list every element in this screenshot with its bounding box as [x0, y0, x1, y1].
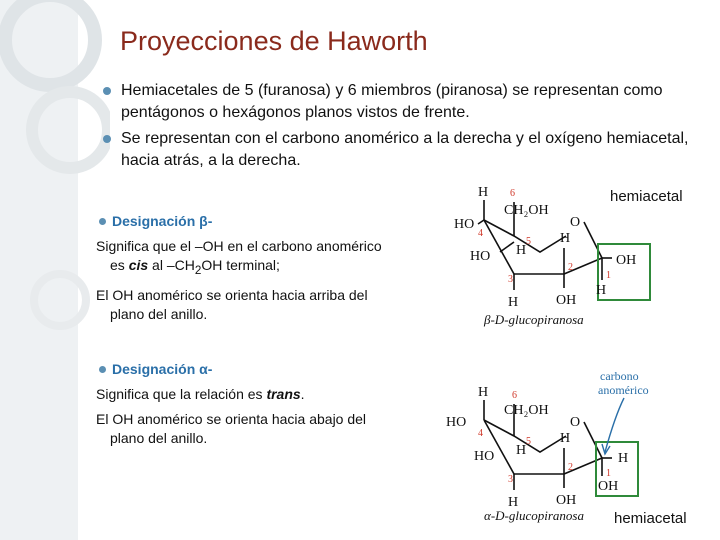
alpha-num-6: 6: [512, 390, 517, 401]
bullet-dot: [103, 135, 111, 143]
alpha-ch2oh: CH₂OH: [504, 403, 549, 418]
alpha-oh-anomeric: OH: [598, 479, 619, 494]
beta-p1-b: al –CH: [148, 257, 195, 273]
alpha-num-5: 5: [526, 436, 531, 447]
beta-symbol: β: [199, 213, 208, 229]
beta-glucopyranose-diagram: [440, 182, 660, 330]
bullet-2: [103, 128, 703, 172]
beta-p1-c: OH terminal;: [201, 257, 280, 273]
alpha-h-top: H: [478, 385, 489, 400]
alpha-num-1: 1: [606, 468, 611, 479]
alpha-p1-a: Significa que la relación es: [96, 385, 267, 402]
hemiacetal-label-top: hemiacetal: [610, 188, 683, 205]
beta-ring-o: O: [570, 215, 581, 230]
beta-heading: [96, 212, 396, 231]
beta-paragraph-1: [96, 237, 396, 280]
alpha-paragraph-2: El OH anomérico se orienta hacia abajo del plano del anillo.: [96, 410, 367, 446]
slide-title: Proyecciones de Haworth: [120, 26, 428, 56]
main-bullets: [103, 80, 703, 176]
alpha-glucopyranose-diagram: [440, 364, 660, 524]
alpha-heading: [96, 360, 396, 379]
beta-paragraph-2: El OH anomérico se orienta hacia arriba del plano del anillo.: [96, 286, 368, 322]
bullet-1-text: Hemiacetales de 5 (furanosa) y 6 miembros (piranosa) se representan como pentágonos o hexágonos planos vistos de frente.: [121, 82, 663, 121]
bullet-2-text: Se representan con el carbono anomérico a la derecha y el oxígeno hemiacetal, hacia atrás, a la derecha.: [121, 130, 689, 169]
beta-h-top: H: [478, 185, 489, 200]
beta-p1-a: Significa que el –OH en el carbono anomérico es: [96, 238, 382, 273]
bullet-dot: [103, 87, 111, 95]
beta-h-3: H: [508, 295, 519, 310]
alpha-p1-em: trans: [266, 385, 301, 402]
alpha-num-4: 4: [478, 428, 483, 439]
alpha-num-2: 2: [568, 462, 573, 473]
alpha-oh-2: OH: [556, 493, 577, 508]
beta-num-6: 6: [510, 188, 515, 199]
alpha-symbol: α: [199, 360, 208, 377]
carbono-label: carbono: [600, 369, 639, 383]
beta-ch2oh: CH₂OH: [504, 203, 549, 218]
alpha-heading-prefix: Designación: [112, 360, 200, 377]
beta-h-1top: H: [560, 231, 571, 246]
alpha-h-5: H: [516, 443, 527, 458]
beta-num-4: 4: [478, 228, 483, 239]
alpha-h-3: H: [508, 495, 519, 510]
beta-num-5: 5: [526, 236, 531, 247]
bullet-dot: [99, 218, 106, 225]
bullet-dot: [99, 366, 106, 373]
beta-heading-suffix: -: [207, 213, 213, 229]
alpha-heading-suffix: -: [207, 360, 213, 377]
alpha-ho-3: HO: [474, 449, 495, 464]
alpha-h-anomeric: H: [618, 451, 629, 466]
alpha-h-1top: H: [560, 431, 571, 446]
decorative-circles: [0, 0, 110, 540]
beta-oh-2: OH: [556, 293, 577, 308]
beta-h-anomeric: H: [596, 283, 607, 298]
beta-heading-prefix: Designación: [112, 213, 200, 229]
alpha-ring-o: O: [570, 415, 581, 430]
beta-p1-sub: 2: [194, 263, 202, 277]
alpha-num-3: 3: [508, 474, 513, 485]
beta-p1-em: cis: [128, 257, 149, 273]
beta-ho-4: HO: [454, 217, 475, 232]
alpha-caption: α-D-glucopiranosa: [484, 508, 584, 523]
beta-num-1: 1: [606, 270, 611, 281]
alpha-ho-4: HO: [446, 415, 467, 430]
designation-column: [96, 212, 396, 454]
anomerico-label: anomérico: [598, 383, 649, 397]
beta-h-5: H: [516, 243, 527, 258]
alpha-p1-b: .: [300, 385, 305, 402]
beta-caption: β-D-glucopiranosa: [484, 312, 584, 327]
bullet-1: [103, 80, 703, 124]
hemiacetal-label-bottom: hemiacetal: [614, 510, 687, 527]
beta-num-2: 2: [568, 262, 573, 273]
alpha-paragraph-1: [96, 385, 396, 404]
beta-num-3: 3: [508, 274, 513, 285]
beta-ho-3: HO: [470, 249, 491, 264]
beta-oh-anomeric: OH: [616, 253, 637, 268]
